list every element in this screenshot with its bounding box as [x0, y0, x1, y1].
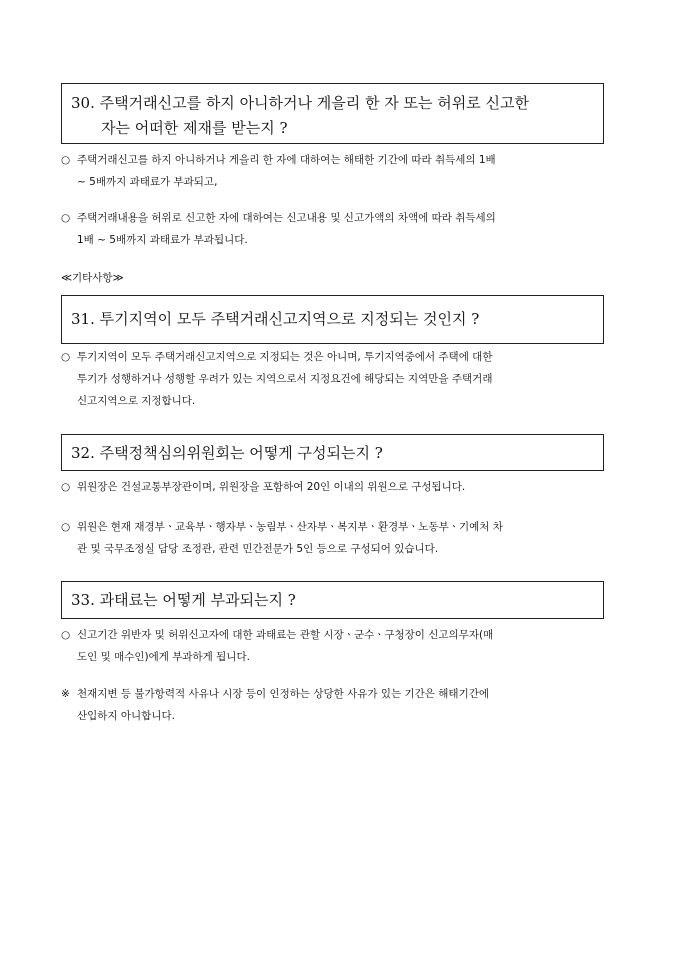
answer-31-1-line-1: 투기지역이 모두 주택거래신고지역으로 지정되는 것은 아니며, 투기지역중에서 주택에 대한 [77, 351, 493, 363]
answer-33-1 [61, 624, 627, 668]
bullet-circle: ○ [61, 629, 71, 641]
bullet-circle: ○ [61, 481, 71, 493]
answer-30-2-line-1: 주택거래내용을 허위로 신고한 자에 대하여는 신고내용 및 신고가액의 차액에 따라 취득세의 [77, 212, 496, 224]
answer-33-1-line-1: 신고기간 위반자 및 허위신고자에 대한 과태료는 관할 시장ㆍ군수ㆍ구청장이 신고의무자(매 [77, 629, 494, 641]
answer-32-1 [61, 476, 627, 498]
bullet-circle: ○ [61, 351, 71, 363]
note-reference-mark: ※ [61, 688, 70, 700]
answer-31-1 [61, 346, 627, 412]
bullet-circle: ○ [61, 521, 71, 533]
answer-31-1-line-2: 투기가 성행하거나 성행할 우려가 있는 지역으로서 지정요건에 해당되는 지역만을 주택거래 [77, 373, 493, 385]
question-box-33 [61, 581, 604, 619]
answer-30-2-line-2: 1배 ~ 5배까지 과태료가 부과됩니다. [77, 234, 248, 246]
answer-32-2-line-1: 위원은 현재 재경부ㆍ교육부ㆍ행자부ㆍ농림부ㆍ산자부ㆍ복지부ㆍ환경부ㆍ노동부ㆍ기예처 차 [77, 521, 503, 533]
note-33 [61, 683, 627, 727]
bullet-circle: ○ [61, 212, 71, 224]
answer-30-1-line-2: ~ 5배까지 과태료가 부과되고, [77, 176, 218, 188]
answer-32-2 [61, 516, 627, 560]
note-33-line-2: 산입하지 아니합니다. [77, 710, 175, 722]
answer-30-2 [61, 207, 627, 251]
answer-32-2-line-2: 관 및 국무조정실 담당 조정관, 관련 민간전문가 5인 등으로 구성되어 있습니다. [77, 543, 439, 555]
question-box-30 [61, 83, 604, 144]
answer-31-1-line-3: 신고지역으로 지정합니다. [77, 395, 196, 407]
question-32-line-1: 32. 주택정책심의위원회는 어떻게 구성되는지 ? [71, 444, 383, 462]
question-box-32 [61, 434, 604, 471]
question-31-line-1: 31. 투기지역이 모두 주택거래신고지역으로 지정되는 것인지 ? [71, 310, 480, 328]
answer-30-1 [61, 149, 627, 193]
section-heading-other: ≪기타사항≫ [61, 272, 124, 284]
note-33-line-1: 천재지변 등 불가항력적 사유나 시장 등이 인정하는 상당한 사유가 있는 기간은 해태기간에 [77, 688, 490, 700]
answer-30-1-line-1: 주택거래신고를 하지 아니하거나 게을리 한 자에 대하여는 해태한 기간에 따라 취득세의 1배 [77, 154, 496, 166]
question-30-line-1: 30. 주택거래신고를 하지 아니하거나 게을리 한 자 또는 허위로 신고한 [71, 94, 530, 112]
question-box-31 [61, 295, 604, 344]
answer-32-1-line-1: 위원장은 건설교통부장관이며, 위원장을 포함하여 20인 이내의 위원으로 구성됩니다. [77, 481, 466, 493]
question-30-line-2: 자는 어떠한 제재를 받는지 ? [101, 119, 288, 137]
bullet-circle: ○ [61, 154, 71, 166]
answer-33-1-line-2: 도인 및 매수인)에게 부과하게 됩니다. [77, 651, 250, 663]
question-33-line-1: 33. 과태료는 어떻게 부과되는지 ? [71, 591, 296, 609]
